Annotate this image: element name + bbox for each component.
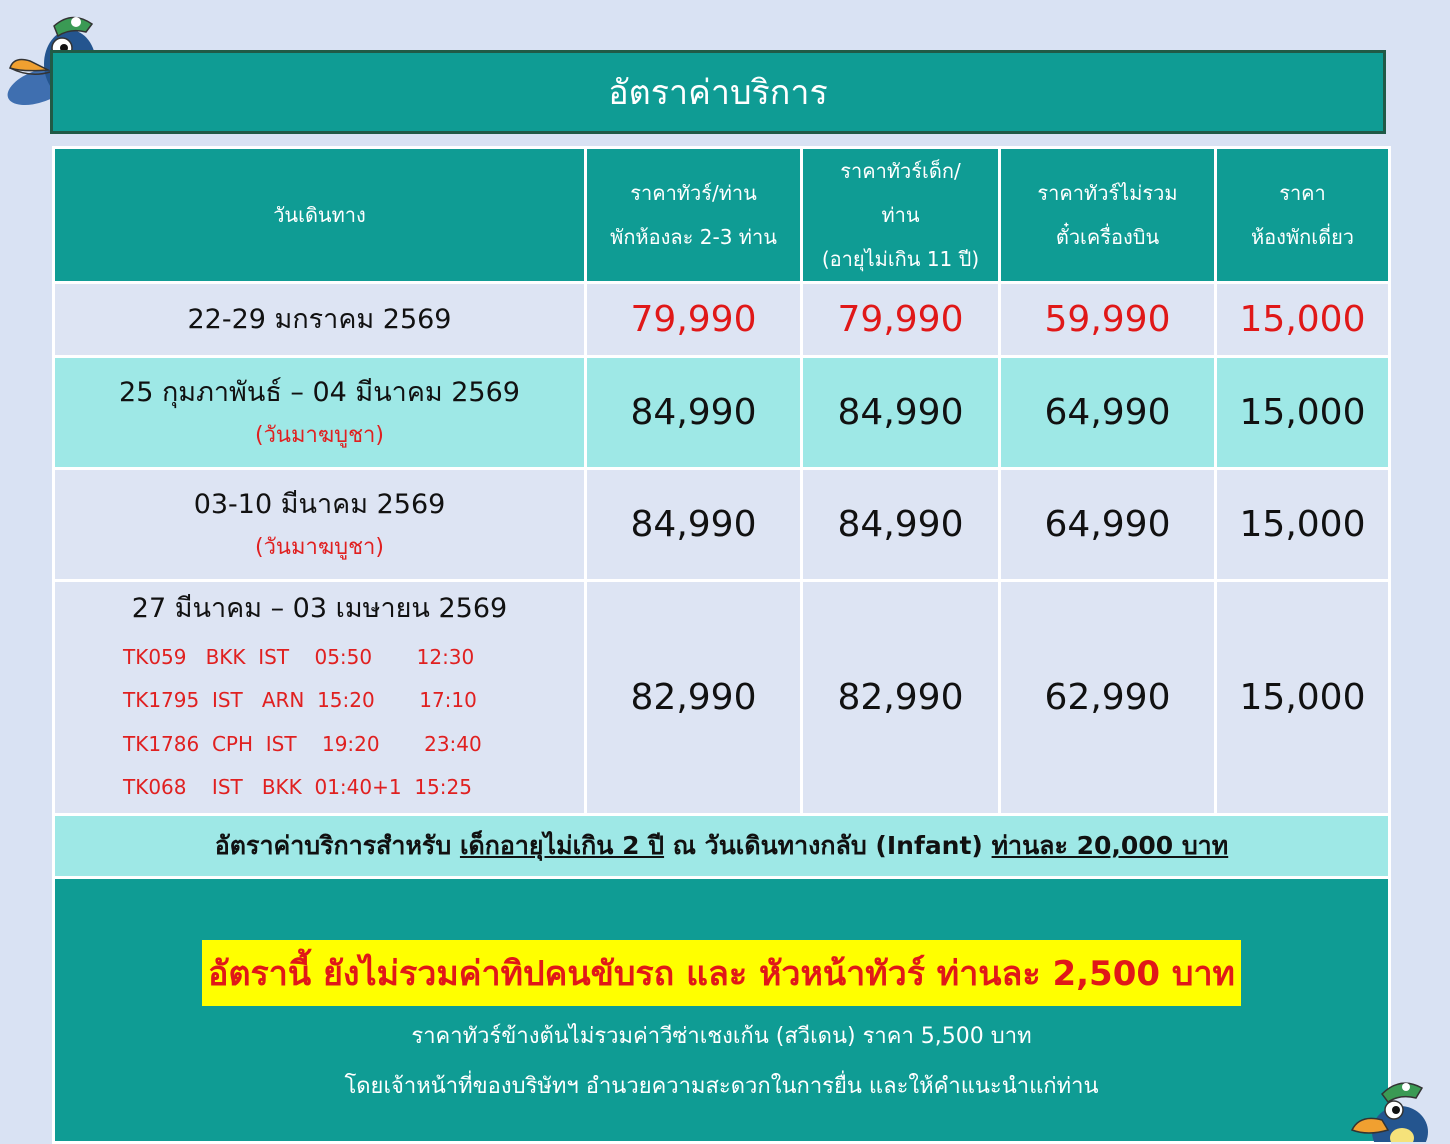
holiday-note: (วันมาฆบูชา) [255, 422, 384, 448]
adult-price-cell: 84,990 [586, 469, 802, 581]
flight-schedule [55, 636, 584, 810]
toucan-mascot-icon [1342, 1072, 1442, 1142]
holiday-note: (วันมาฆบูชา) [255, 534, 384, 560]
infant-rate-text: อัตราค่าบริการสำหรับ เด็กอายุไม่เกิน 2 ปี ณ วันเดินทางกลับ (Infant) ท่านละ 20,000 บาท [54, 815, 1390, 878]
header-no-ticket-price: ราคาทัวร์ไม่รวม ตั๋วเครื่องบิน [1000, 148, 1216, 283]
travel-date-cell: 22-29 มกราคม 2569 [54, 283, 586, 357]
no-ticket-price-cell: 59,990 [1000, 283, 1216, 357]
table-row [54, 283, 1390, 357]
child-price-cell: 84,990 [802, 469, 1000, 581]
travel-date-cell: 25 กุมภาพันธ์ – 04 มีนาคม 2569 (วันมาฆบูชา) [54, 357, 586, 469]
infant-rate-row [54, 815, 1390, 878]
child-price-cell: 82,990 [802, 581, 1000, 815]
no-ticket-price-cell: 64,990 [1000, 357, 1216, 469]
single-room-price-cell: 15,000 [1216, 469, 1390, 581]
note-box [54, 878, 1390, 1143]
travel-date-cell: 27 มีนาคม – 03 เมษายน 2569 TK059 BKK IST 05:50 12:30 TK1795 IST ARN 15:20 17:10 TK1786 CPH IST 19:20 23:40 TK068 IST BKK 01:40+1 15:25 [54, 581, 586, 815]
table-row [54, 581, 1390, 815]
adult-price-cell: 84,990 [586, 357, 802, 469]
header-child-price: ราคาทัวร์เด็ก/ ท่าน (อายุไม่เกิน 11 ปี) [802, 148, 1000, 283]
service-note: โดยเจ้าหน้าที่ของบริษัทฯ อำนวยความสะดวกในการยื่น และให้คำแนะนำแก่ท่าน [344, 1074, 1099, 1099]
header-adult-price: ราคาทัวร์/ท่าน พักห้องละ 2-3 ท่าน [586, 148, 802, 283]
single-room-price-cell: 15,000 [1216, 357, 1390, 469]
no-ticket-price-cell: 62,990 [1000, 581, 1216, 815]
flight-line: TK1795 IST ARN 15:20 17:10 [123, 688, 477, 712]
tip-highlight: อัตรานี้ ยังไม่รวมค่าทิปคนขับรถ และ หัวหน้าทัวร์ ท่านละ 2,500 บาท [202, 940, 1241, 1006]
flight-line: TK059 BKK IST 05:50 12:30 [123, 644, 475, 669]
single-room-price-cell: 15,000 [1216, 581, 1390, 815]
single-room-price-cell: 15,000 [1216, 283, 1390, 357]
header-travel-date: วันเดินทาง [54, 148, 586, 283]
no-ticket-price-cell: 64,990 [1000, 469, 1216, 581]
flight-line: TK1786 CPH IST 19:20 23:40 [123, 731, 482, 756]
travel-date-cell: 03-10 มีนาคม 2569 (วันมาฆบูชา) [54, 469, 586, 581]
visa-note: ราคาทัวร์ข้างต้นไม่รวมค่าวีซ่าเชงเก้น (สวีเดน) ราคา 5,500 บาท [411, 1024, 1032, 1049]
table-row [54, 357, 1390, 469]
rate-table [52, 146, 1391, 1144]
header-single-room: ราคา ห้องพักเดี่ยว [1216, 148, 1390, 283]
table-header-row [54, 148, 1390, 283]
table-row [54, 469, 1390, 581]
page-title: อัตราค่าบริการ [50, 50, 1386, 134]
note-row [54, 878, 1390, 1143]
flight-line: TK068 IST BKK 01:40+1 15:25 [123, 775, 472, 799]
adult-price-cell: 82,990 [586, 581, 802, 815]
adult-price-cell: 79,990 [586, 283, 802, 357]
child-price-cell: 84,990 [802, 357, 1000, 469]
child-price-cell: 79,990 [802, 283, 1000, 357]
